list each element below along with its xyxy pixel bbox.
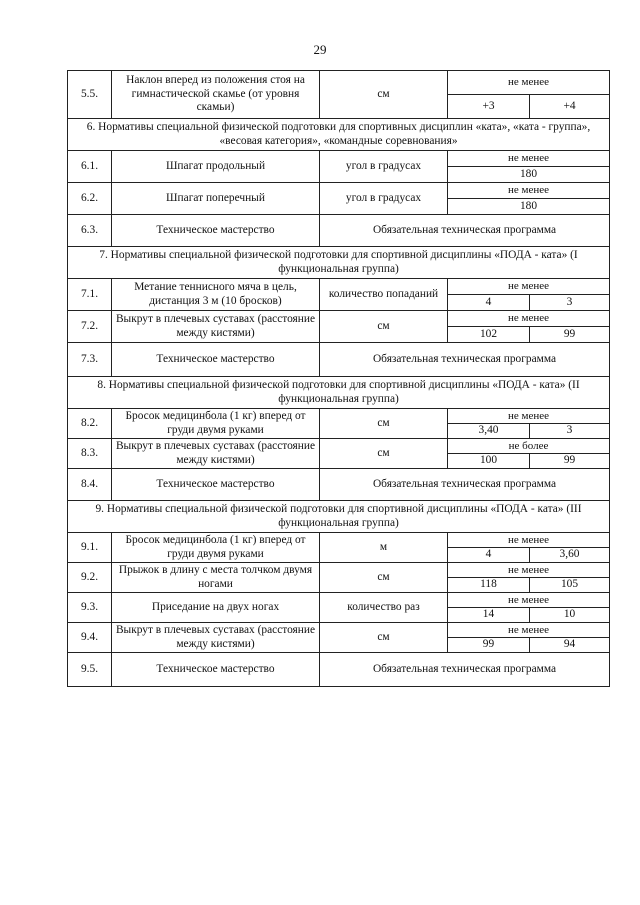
table-row	[68, 593, 610, 608]
table-row	[68, 183, 610, 199]
unit-cell: см	[320, 409, 448, 439]
program-cell: Обязательная техническая программа	[320, 343, 610, 377]
table-row	[68, 215, 610, 247]
row-number: 7.2.	[68, 311, 112, 343]
section-title: 6. Нормативы специальной физической подготовки для спортивных дисциплин «ката», «ката - группа», «весовая категория», «командные соревнования»	[68, 119, 610, 151]
row-number: 9.4.	[68, 623, 112, 653]
value-cell: +4	[530, 95, 610, 119]
row-number: 7.1.	[68, 279, 112, 311]
section-row	[68, 119, 610, 151]
value-cell: 4	[448, 295, 530, 311]
condition-cell: не менее	[448, 151, 610, 167]
value-cell: 99	[530, 327, 610, 343]
test-name: Метание теннисного мяча в цель, дистанция 3 м (10 бросков)	[112, 279, 320, 311]
value-cell: 94	[530, 638, 610, 653]
page-number: 29	[313, 42, 327, 57]
table-row	[68, 469, 610, 501]
row-number: 8.2.	[68, 409, 112, 439]
row-number: 9.2.	[68, 563, 112, 593]
unit-cell: угол в градусах	[320, 183, 448, 215]
norms-table	[67, 70, 610, 687]
row-number: 9.3.	[68, 593, 112, 623]
value-cell: 100	[448, 454, 530, 469]
row-number: 9.1.	[68, 533, 112, 563]
unit-cell: см	[320, 623, 448, 653]
value-cell: 3	[530, 295, 610, 311]
value-cell: 180	[448, 167, 610, 183]
value-cell: +3	[448, 95, 530, 119]
test-name: Техническое мастерство	[112, 469, 320, 501]
table-row	[68, 439, 610, 454]
test-name: Техническое мастерство	[112, 215, 320, 247]
test-name: Техническое мастерство	[112, 653, 320, 687]
row-number: 7.3.	[68, 343, 112, 377]
unit-cell: см	[320, 311, 448, 343]
value-cell: 4	[448, 548, 530, 563]
unit-cell: угол в градусах	[320, 151, 448, 183]
value-cell: 180	[448, 199, 610, 215]
section-row	[68, 377, 610, 409]
condition-cell: не менее	[448, 279, 610, 295]
test-name: Бросок медицинбола (1 кг) вперед от груди двумя руками	[112, 533, 320, 563]
table-row	[68, 279, 610, 295]
value-cell: 118	[448, 578, 530, 593]
table-row	[68, 71, 610, 95]
condition-cell: не менее	[448, 311, 610, 327]
row-number: 6.2.	[68, 183, 112, 215]
test-name: Шпагат продольный	[112, 151, 320, 183]
unit-cell: см	[320, 439, 448, 469]
test-name: Выкрут в плечевых суставах (расстояние между кистями)	[112, 439, 320, 469]
condition-cell: не более	[448, 439, 610, 454]
section-title: 7. Нормативы специальной физической подготовки для спортивной дисциплины «ПОДА - ката» (I функциональная группа)	[68, 247, 610, 279]
table-row	[68, 563, 610, 578]
program-cell: Обязательная техническая программа	[320, 215, 610, 247]
unit-cell: см	[320, 71, 448, 119]
condition-cell: не менее	[448, 183, 610, 199]
program-cell: Обязательная техническая программа	[320, 469, 610, 501]
condition-cell: не менее	[448, 563, 610, 578]
value-cell: 3,40	[448, 424, 530, 439]
unit-cell: см	[320, 563, 448, 593]
test-name: Выкрут в плечевых суставах (расстояние между кистями)	[112, 623, 320, 653]
value-cell: 99	[530, 454, 610, 469]
section-row	[68, 501, 610, 533]
section-row	[68, 247, 610, 279]
table-row	[68, 151, 610, 167]
value-cell: 3,60	[530, 548, 610, 563]
condition-cell: не менее	[448, 71, 610, 95]
condition-cell: не менее	[448, 623, 610, 638]
value-cell: 105	[530, 578, 610, 593]
table-row	[68, 533, 610, 548]
table-row	[68, 653, 610, 687]
condition-cell: не менее	[448, 593, 610, 608]
row-number: 5.5.	[68, 71, 112, 119]
table-row	[68, 311, 610, 327]
unit-cell: м	[320, 533, 448, 563]
condition-cell: не менее	[448, 409, 610, 424]
value-cell: 3	[530, 424, 610, 439]
test-name: Шпагат поперечный	[112, 183, 320, 215]
test-name: Техническое мастерство	[112, 343, 320, 377]
table-row	[68, 623, 610, 638]
row-number: 6.1.	[68, 151, 112, 183]
test-name: Бросок медицинбола (1 кг) вперед от груди двумя руками	[112, 409, 320, 439]
unit-cell: количество попаданий	[320, 279, 448, 311]
test-name: Прыжок в длину с места толчком двумя ногами	[112, 563, 320, 593]
test-name: Приседание на двух ногах	[112, 593, 320, 623]
value-cell: 10	[530, 608, 610, 623]
row-number: 8.3.	[68, 439, 112, 469]
section-title: 9. Нормативы специальной физической подготовки для спортивной дисциплины «ПОДА - ката» (III функциональная группа)	[68, 501, 610, 533]
table-row	[68, 343, 610, 377]
value-cell: 99	[448, 638, 530, 653]
table-row	[68, 409, 610, 424]
value-cell: 102	[448, 327, 530, 343]
section-title: 8. Нормативы специальной физической подготовки для спортивной дисциплины «ПОДА - ката» (II функциональная группа)	[68, 377, 610, 409]
condition-cell: не менее	[448, 533, 610, 548]
row-number: 8.4.	[68, 469, 112, 501]
program-cell: Обязательная техническая программа	[320, 653, 610, 687]
test-name: Наклон вперед из положения стоя на гимнастической скамье (от уровня скамьи)	[112, 71, 320, 119]
value-cell: 14	[448, 608, 530, 623]
unit-cell: количество раз	[320, 593, 448, 623]
test-name: Выкрут в плечевых суставах (расстояние между кистями)	[112, 311, 320, 343]
row-number: 6.3.	[68, 215, 112, 247]
row-number: 9.5.	[68, 653, 112, 687]
